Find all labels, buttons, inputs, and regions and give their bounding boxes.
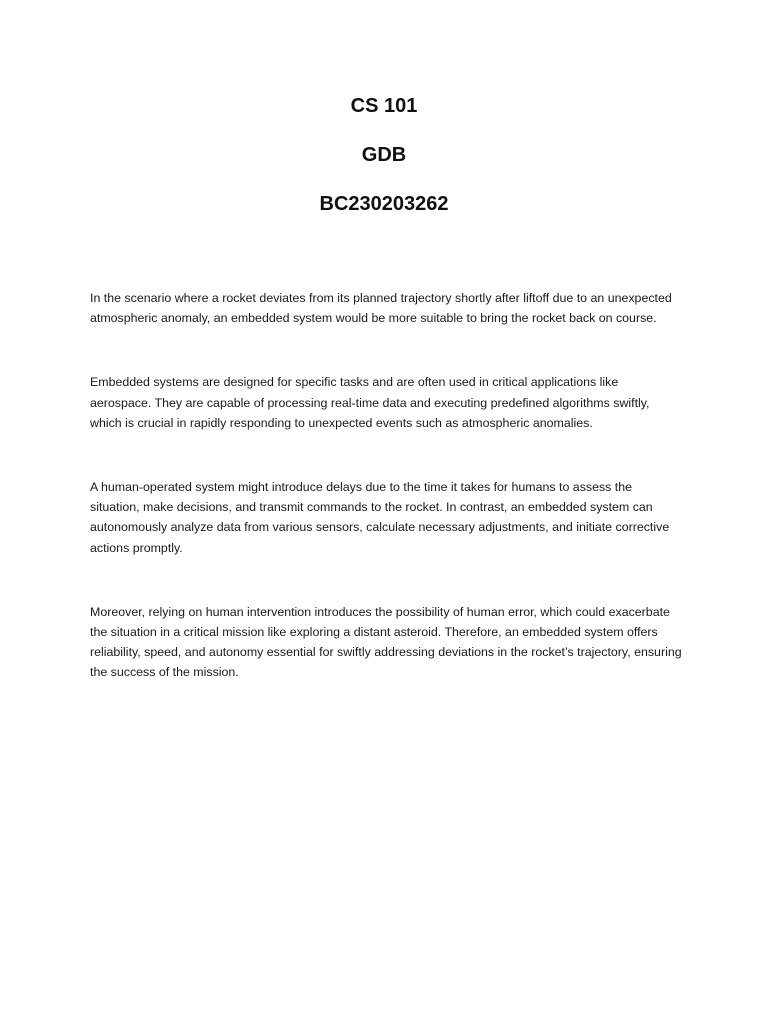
paragraph-conclusion: Moreover, relying on human intervention introduces the possibility of human error, which could exacerbate the situation in a critical mission like exploring a distant asteroid. Therefore, an embedded system offers reliability, speed, and autonomy essential for swiftly addressing deviations in the rocket’s trajectory, ensuring the success of the mission. (90, 604, 682, 680)
assignment-type: GDB (361, 144, 407, 166)
document-body (90, 288, 682, 727)
paragraph-intro: In the scenario where a rocket deviates from its planned trajectory shortly after liftoff due to an unexpected atmospheric anomaly, an embedded system would be more suitable to bring the rocket back on course. (90, 291, 672, 326)
document-header (0, 93, 768, 240)
paragraph-embedded-systems: Embedded systems are designed for specific tasks and are often used in critical applications like aerospace. They are capable of processing real-time data and executing predefined algorithms swiftly, which is crucial in rapidly responding to unexpected events such as atmospheric anomalies. (90, 375, 650, 430)
course-code: CS 101 (350, 95, 418, 117)
paragraph-human-operated: A human-operated system might introduce delays due to the time it takes for humans to assess the situation, make decisions, and transmit commands to the rocket. In contrast, an embedded system can autonomously analyze data from various sensors, calculate necessary adjustments, and initiate corrective actions promptly. (90, 480, 670, 555)
student-id: BC230203262 (319, 193, 449, 215)
